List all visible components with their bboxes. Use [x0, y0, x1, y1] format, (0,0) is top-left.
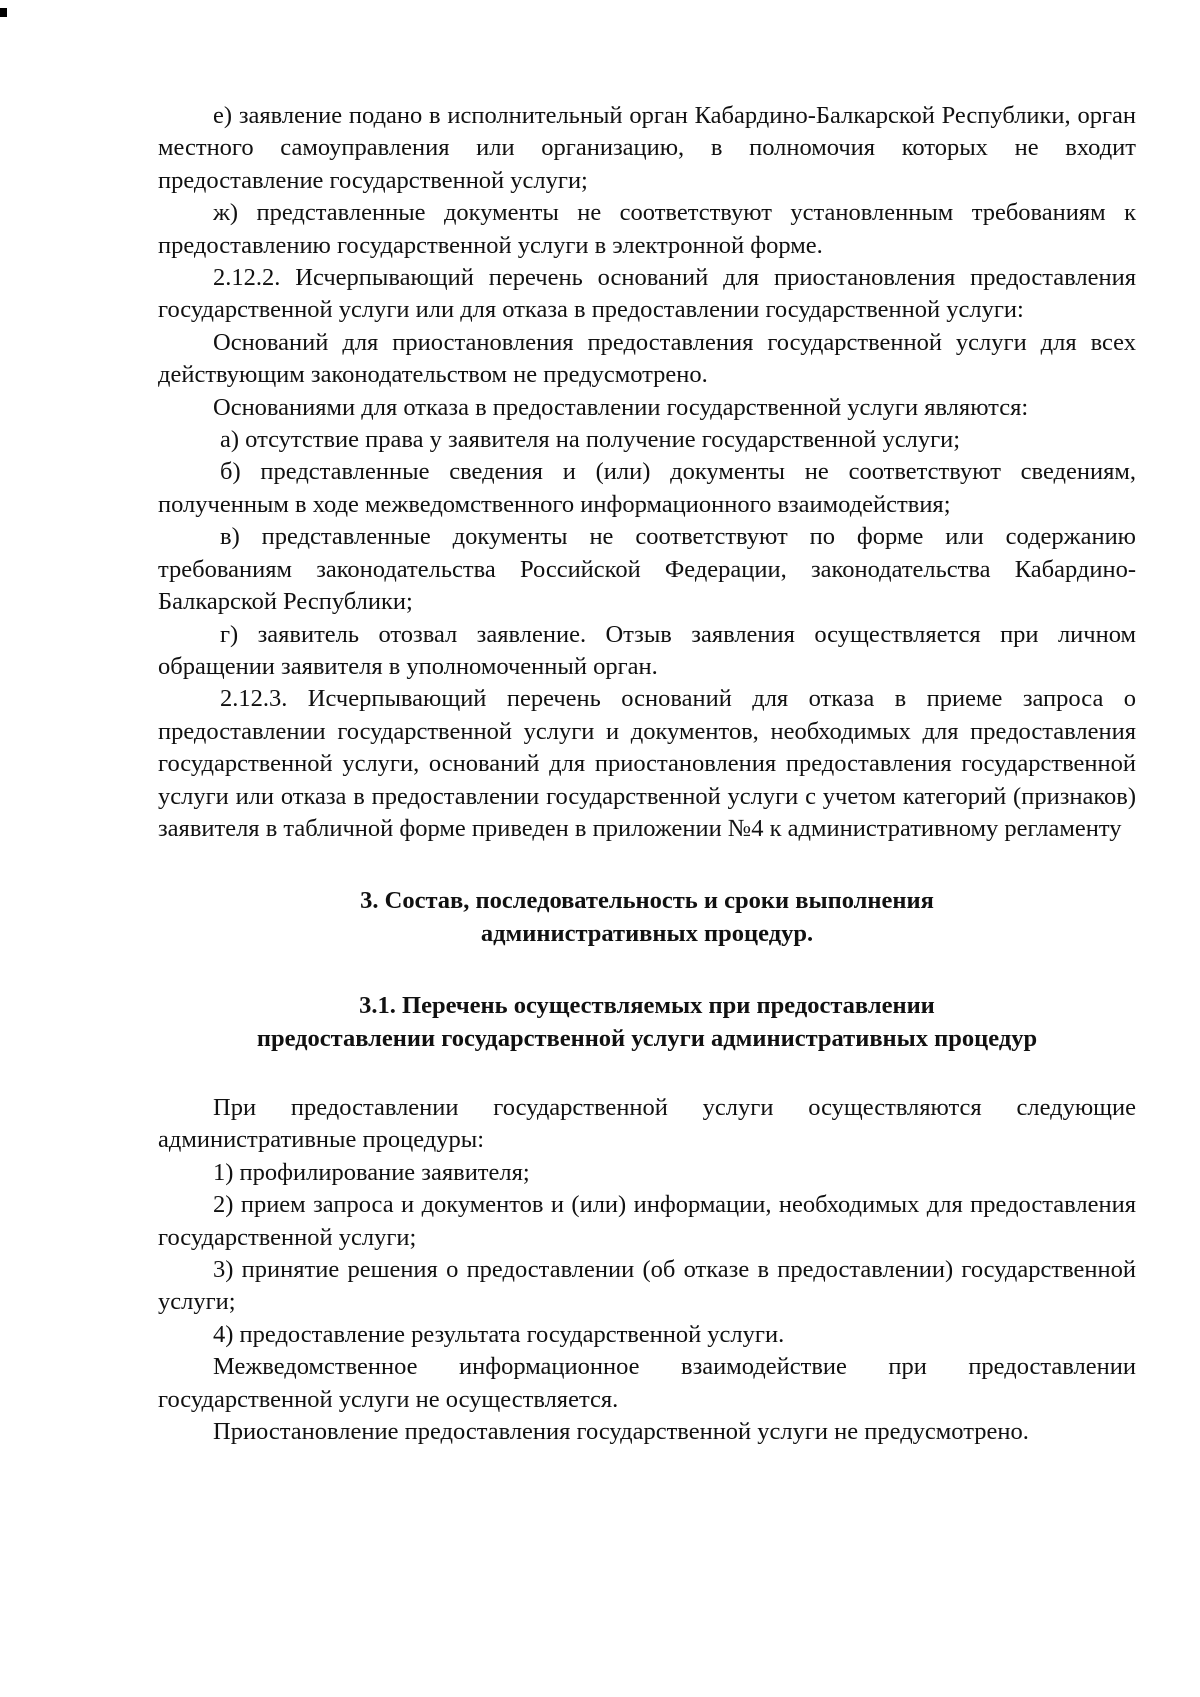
section-3-1-heading-line2: предоставлении государственной услуги административных процедур	[256, 1024, 1038, 1052]
paragraph-2-12-3: 2.12.3. Исчерпывающий перечень оснований для отказа в приеме запроса о предоставлении государственной услуги и документов, необходимых для предоставления государственной услуги, оснований для приостановления предоставления государственной услуги или отказа в предоставлении государственной услуги с учетом категорий (признаков) заявителя в табличной форме приведен в приложении №4 к административному регламенту	[158, 685, 1136, 842]
paragraph-interagency: Межведомственное информационное взаимодействие при предоставлении государственной услуги не осуществляется.	[158, 1353, 1136, 1413]
paragraph-item-a: а) отсутствие права у заявителя на получение государственной услуги;	[220, 426, 961, 454]
paragraph-item-b: б) представленные сведения и (или) документы не соответствуют сведениям, полученным в ходе межведомственного информационного взаимодействия;	[158, 458, 1136, 518]
paragraph-item-v: в) представленные документы не соответствуют по форме или содержанию требованиям законодательства Российской Федерации, законодательства Кабардино-Балкарской Республики;	[158, 523, 1136, 616]
scan-artifact	[0, 8, 7, 17]
section-3-heading-line2: административных процедур.	[480, 919, 814, 947]
section-3-heading-line1: 3. Состав, последовательность и сроки выполнения	[360, 887, 934, 915]
paragraph-procedures-intro: При предоставлении государственной услуги осуществляются следующие административные процедуры:	[158, 1093, 1136, 1154]
paragraph-no-suspension: Оснований для приостановления предоставления государственной услуги для всех действующим законодательством не предусмотрено.	[158, 328, 1136, 389]
section-3-1-heading	[158, 990, 1136, 1055]
paragraph-item-g: г) заявитель отозвал заявление. Отзыв заявления осуществляется при личном обращении заявителя в уполномоченный орган.	[158, 620, 1136, 680]
paragraph-item-zh: ж) представленные документы не соответствуют установленным требованиям к предоставлению государственной услуги в электронной форме.	[158, 199, 1136, 259]
list-item-2: 2) прием запроса и документов и (или) информации, необходимых для предоставления государственной услуги;	[158, 1191, 1136, 1251]
paragraph-refusal-grounds: Основаниями для отказа в предоставлении государственной услуги являются:	[213, 393, 1029, 421]
section-3-heading	[158, 885, 1136, 950]
list-item-1: 1) профилирование заявителя;	[213, 1158, 530, 1186]
list-item-3: 3) принятие решения о предоставлении (об отказе в предоставлении) государственной услуги;	[158, 1256, 1136, 1316]
paragraph-item-e: е) заявление подано в исполнительный орган Кабардино-Балкарской Республики, орган местного самоуправления или организацию, в полномочия которых не входит предоставление государственной услуги;	[158, 102, 1136, 194]
paragraph-suspension-not-provided: Приостановление предоставления государственной услуги не предусмотрено.	[213, 1418, 1029, 1446]
section-3-1-heading-line1: 3.1. Перечень осуществляемых при предоставлении	[359, 992, 935, 1020]
document-page	[158, 100, 1136, 1448]
paragraph-2-12-2: 2.12.2. Исчерпывающий перечень оснований для приостановления предоставления государственной услуги или для отказа в предоставлении государственной услуги:	[158, 264, 1136, 324]
list-item-4: 4) предоставление результата государственной услуги.	[213, 1320, 785, 1348]
